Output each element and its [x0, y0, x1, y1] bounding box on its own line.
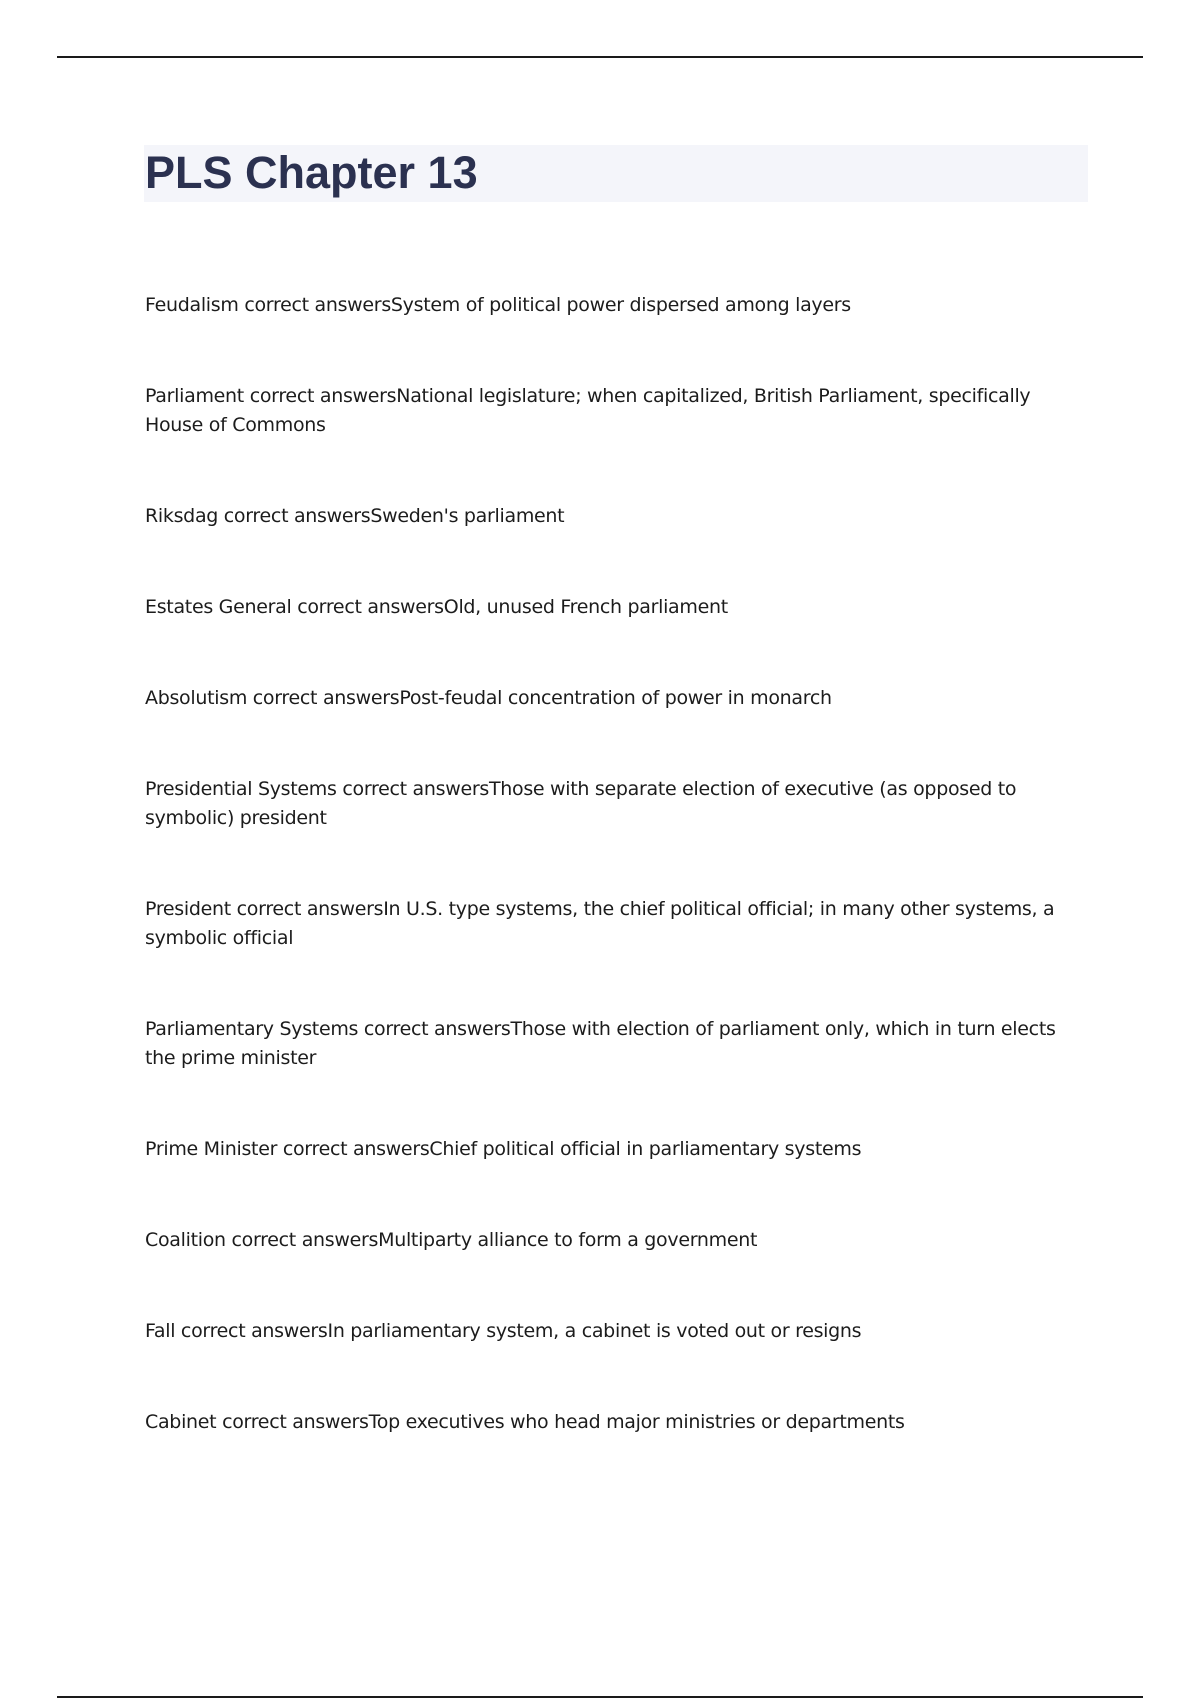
list-item: President correct answersIn U.S. type systems, the chief political official; in many other systems, a symbolic official — [145, 898, 1055, 949]
list-item: Absolutism correct answersPost-feudal concentration of power in monarch — [145, 687, 832, 709]
list-item: Riksdag correct answersSweden's parliament — [145, 505, 565, 527]
list-item: Coalition correct answersMultiparty alliance to form a government — [145, 1229, 758, 1251]
list-item: Prime Minister correct answersChief political official in parliamentary systems — [145, 1138, 862, 1160]
list-item: Fall correct answersIn parliamentary system, a cabinet is voted out or resigns — [145, 1320, 862, 1342]
list-item: Cabinet correct answersTop executives who head major ministries or departments — [145, 1411, 905, 1433]
list-item: Parliament correct answersNational legislature; when capitalized, British Parliament, specifically House of Commons — [145, 385, 1031, 436]
bottom-rule — [57, 1696, 1143, 1698]
list-item: Presidential Systems correct answersThose with separate election of executive (as opposed to symbolic) president — [145, 778, 1017, 829]
top-rule — [57, 56, 1143, 58]
list-item: Parliamentary Systems correct answersThose with election of parliament only, which in turn elects the prime minister — [145, 1018, 1056, 1069]
page-title: PLS Chapter 13 — [145, 147, 478, 198]
list-item: Feudalism correct answersSystem of political power dispersed among layers — [145, 294, 851, 316]
list-item: Estates General correct answersOld, unused French parliament — [145, 596, 728, 618]
